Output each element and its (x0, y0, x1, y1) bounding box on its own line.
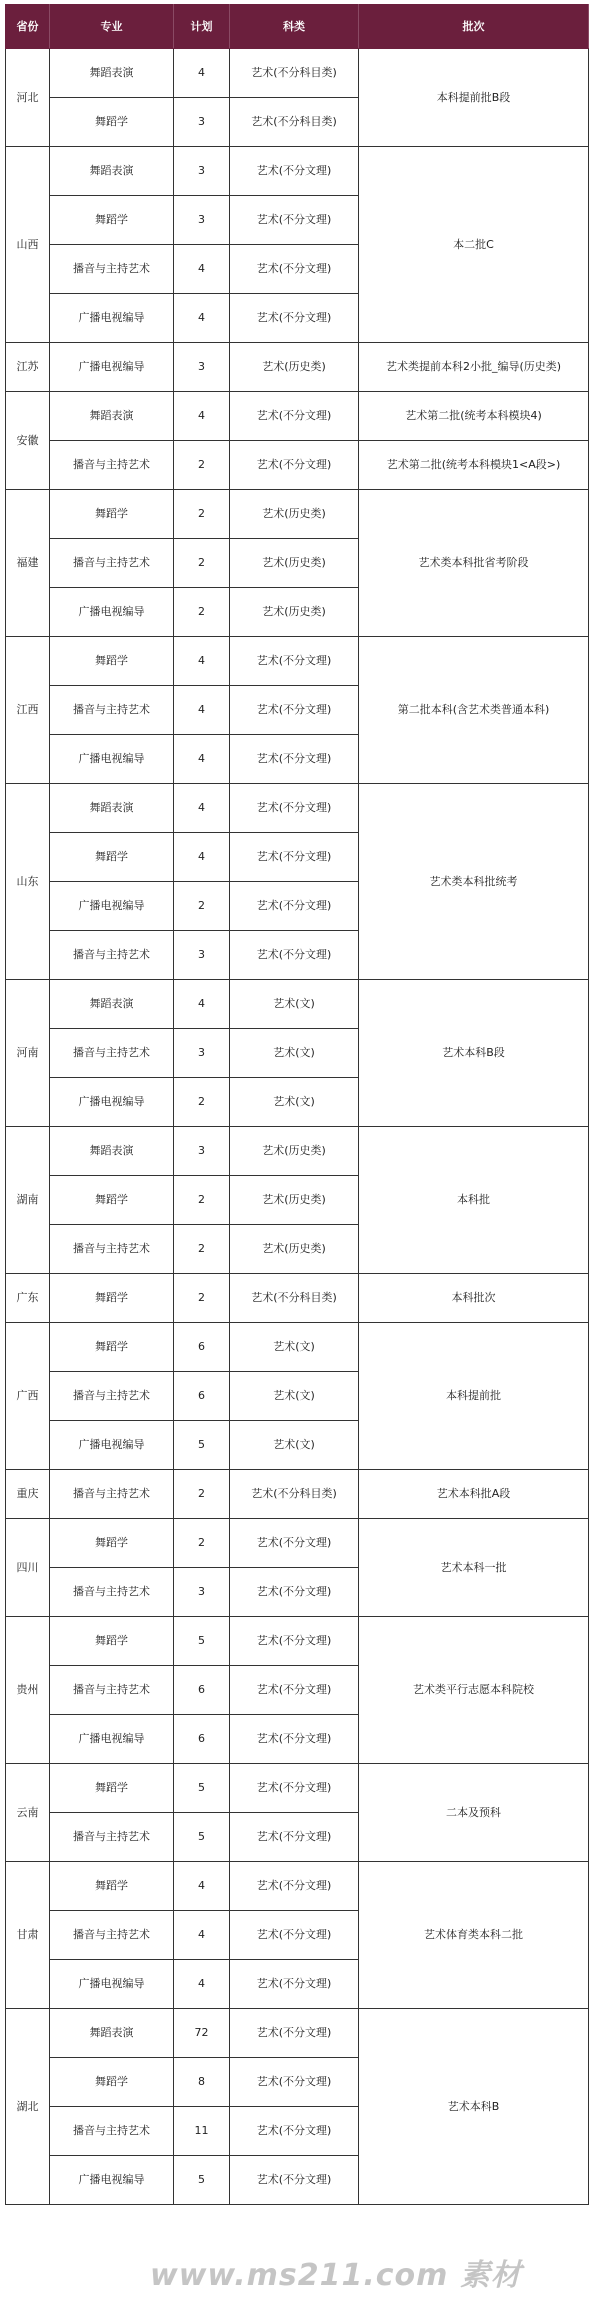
cell-major: 舞蹈表演 (50, 49, 174, 98)
cell-province: 湖南 (6, 1127, 50, 1274)
cell-plan: 72 (174, 2009, 230, 2058)
cell-major: 广播电视编导 (50, 2156, 174, 2205)
cell-batch: 艺术类本科批统考 (359, 784, 589, 980)
cell-plan: 2 (174, 1470, 230, 1519)
cell-category: 艺术(不分文理) (230, 441, 359, 490)
cell-category: 艺术(历史类) (230, 343, 359, 392)
cell-province: 湖北 (6, 2009, 50, 2205)
cell-major: 播音与主持艺术 (50, 686, 174, 735)
cell-plan: 2 (174, 588, 230, 637)
cell-category: 艺术(历史类) (230, 1225, 359, 1274)
cell-category: 艺术(文) (230, 1372, 359, 1421)
cell-major: 舞蹈学 (50, 98, 174, 147)
cell-batch: 艺术类平行志愿本科院校 (359, 1617, 589, 1764)
cell-plan: 4 (174, 1862, 230, 1911)
cell-category: 艺术(历史类) (230, 1176, 359, 1225)
cell-province: 广东 (6, 1274, 50, 1323)
cell-category: 艺术(不分文理) (230, 1715, 359, 1764)
cell-plan: 8 (174, 2058, 230, 2107)
cell-plan: 4 (174, 784, 230, 833)
cell-batch: 本科提前批B段 (359, 49, 589, 147)
cell-major: 舞蹈学 (50, 1176, 174, 1225)
cell-plan: 5 (174, 2156, 230, 2205)
table-row (6, 490, 589, 539)
cell-category: 艺术(文) (230, 1323, 359, 1372)
cell-category: 艺术(不分文理) (230, 735, 359, 784)
cell-major: 广播电视编导 (50, 343, 174, 392)
cell-batch: 二本及预科 (359, 1764, 589, 1862)
cell-plan: 2 (174, 1078, 230, 1127)
cell-plan: 3 (174, 98, 230, 147)
admission-plan-table (5, 4, 589, 2205)
table-row (6, 637, 589, 686)
cell-batch: 艺术第二批(统考本科模块4) (359, 392, 589, 441)
cell-major: 播音与主持艺术 (50, 1470, 174, 1519)
cell-province: 四川 (6, 1519, 50, 1617)
cell-category: 艺术(不分文理) (230, 1862, 359, 1911)
cell-plan: 5 (174, 1813, 230, 1862)
cell-plan: 2 (174, 1176, 230, 1225)
header-category: 科类 (230, 5, 359, 49)
cell-plan: 4 (174, 686, 230, 735)
cell-plan: 4 (174, 49, 230, 98)
cell-major: 广播电视编导 (50, 1078, 174, 1127)
cell-plan: 3 (174, 1127, 230, 1176)
table-header (6, 5, 589, 49)
cell-category: 艺术(不分文理) (230, 147, 359, 196)
admission-plan-table-container (5, 4, 588, 2205)
cell-category: 艺术(不分文理) (230, 2009, 359, 2058)
cell-category: 艺术(不分文理) (230, 294, 359, 343)
cell-major: 舞蹈学 (50, 1862, 174, 1911)
cell-province: 河南 (6, 980, 50, 1127)
cell-province: 安徽 (6, 392, 50, 490)
cell-province: 山西 (6, 147, 50, 343)
cell-category: 艺术(不分文理) (230, 882, 359, 931)
cell-major: 舞蹈学 (50, 1519, 174, 1568)
watermark: www.ms211.com 素材 (150, 2258, 522, 2293)
cell-category: 艺术(不分文理) (230, 1960, 359, 2009)
cell-category: 艺术(不分文理) (230, 833, 359, 882)
cell-major: 舞蹈学 (50, 1274, 174, 1323)
cell-major: 舞蹈学 (50, 490, 174, 539)
cell-major: 舞蹈表演 (50, 980, 174, 1029)
cell-major: 舞蹈表演 (50, 147, 174, 196)
cell-category: 艺术(不分文理) (230, 2156, 359, 2205)
cell-category: 艺术(不分科目类) (230, 1274, 359, 1323)
cell-major: 舞蹈学 (50, 637, 174, 686)
cell-province: 广西 (6, 1323, 50, 1470)
cell-plan: 11 (174, 2107, 230, 2156)
cell-batch: 艺术第二批(统考本科模块1<A段>) (359, 441, 589, 490)
cell-plan: 4 (174, 392, 230, 441)
cell-major: 舞蹈表演 (50, 2009, 174, 2058)
cell-category: 艺术(不分文理) (230, 1519, 359, 1568)
cell-batch: 本科批次 (359, 1274, 589, 1323)
cell-plan: 3 (174, 1029, 230, 1078)
table-row (6, 1862, 589, 1911)
cell-category: 艺术(不分文理) (230, 2058, 359, 2107)
cell-plan: 5 (174, 1764, 230, 1813)
table-row (6, 49, 589, 98)
table-row (6, 147, 589, 196)
cell-plan: 4 (174, 735, 230, 784)
cell-category: 艺术(文) (230, 1029, 359, 1078)
cell-major: 播音与主持艺术 (50, 931, 174, 980)
cell-major: 舞蹈学 (50, 2058, 174, 2107)
cell-plan: 4 (174, 637, 230, 686)
header-province: 省份 (6, 5, 50, 49)
cell-province: 重庆 (6, 1470, 50, 1519)
cell-category: 艺术(历史类) (230, 588, 359, 637)
cell-plan: 2 (174, 441, 230, 490)
cell-category: 艺术(历史类) (230, 539, 359, 588)
cell-province: 江苏 (6, 343, 50, 392)
cell-category: 艺术(不分文理) (230, 931, 359, 980)
cell-province: 甘肃 (6, 1862, 50, 2009)
cell-province: 贵州 (6, 1617, 50, 1764)
cell-major: 广播电视编导 (50, 588, 174, 637)
cell-category: 艺术(不分文理) (230, 1813, 359, 1862)
table-row (6, 980, 589, 1029)
cell-province: 山东 (6, 784, 50, 980)
cell-plan: 2 (174, 1274, 230, 1323)
cell-major: 舞蹈学 (50, 1617, 174, 1666)
cell-major: 舞蹈表演 (50, 784, 174, 833)
cell-batch: 艺术类本科批省考阶段 (359, 490, 589, 637)
cell-category: 艺术(不分文理) (230, 1764, 359, 1813)
cell-plan: 3 (174, 931, 230, 980)
cell-major: 播音与主持艺术 (50, 1225, 174, 1274)
cell-major: 播音与主持艺术 (50, 441, 174, 490)
cell-province: 江西 (6, 637, 50, 784)
cell-major: 播音与主持艺术 (50, 1568, 174, 1617)
cell-batch: 艺术本科B段 (359, 980, 589, 1127)
cell-plan: 2 (174, 539, 230, 588)
cell-category: 艺术(不分科目类) (230, 1470, 359, 1519)
cell-plan: 4 (174, 833, 230, 882)
cell-major: 广播电视编导 (50, 735, 174, 784)
table-row (6, 1323, 589, 1372)
cell-batch: 艺术本科批A段 (359, 1470, 589, 1519)
cell-category: 艺术(不分文理) (230, 686, 359, 735)
cell-major: 广播电视编导 (50, 1421, 174, 1470)
cell-category: 艺术(不分文理) (230, 1617, 359, 1666)
cell-major: 播音与主持艺术 (50, 1029, 174, 1078)
cell-category: 艺术(不分文理) (230, 637, 359, 686)
header-plan: 计划 (174, 5, 230, 49)
table-row (6, 392, 589, 441)
cell-major: 播音与主持艺术 (50, 1666, 174, 1715)
cell-plan: 6 (174, 1372, 230, 1421)
cell-plan: 4 (174, 245, 230, 294)
cell-category: 艺术(文) (230, 980, 359, 1029)
cell-major: 广播电视编导 (50, 1960, 174, 2009)
cell-plan: 2 (174, 1519, 230, 1568)
cell-major: 舞蹈学 (50, 1764, 174, 1813)
cell-category: 艺术(不分文理) (230, 245, 359, 294)
cell-batch: 艺术体育类本科二批 (359, 1862, 589, 2009)
cell-plan: 6 (174, 1323, 230, 1372)
table-row (6, 2009, 589, 2058)
cell-major: 舞蹈表演 (50, 392, 174, 441)
cell-batch: 本二批C (359, 147, 589, 343)
cell-category: 艺术(不分文理) (230, 1568, 359, 1617)
cell-category: 艺术(不分文理) (230, 1911, 359, 1960)
cell-plan: 5 (174, 1421, 230, 1470)
table-row (6, 1617, 589, 1666)
cell-province: 河北 (6, 49, 50, 147)
cell-category: 艺术(不分文理) (230, 392, 359, 441)
cell-category: 艺术(不分文理) (230, 784, 359, 833)
cell-batch: 本科提前批 (359, 1323, 589, 1470)
table-row (6, 441, 589, 490)
table-row (6, 1764, 589, 1813)
cell-batch: 艺术类提前本科2小批_编导(历史类) (359, 343, 589, 392)
cell-major: 广播电视编导 (50, 882, 174, 931)
cell-plan: 2 (174, 490, 230, 539)
cell-major: 播音与主持艺术 (50, 539, 174, 588)
cell-category: 艺术(不分文理) (230, 196, 359, 245)
header-batch: 批次 (359, 5, 589, 49)
cell-major: 播音与主持艺术 (50, 245, 174, 294)
cell-plan: 5 (174, 1617, 230, 1666)
cell-plan: 4 (174, 1960, 230, 2009)
table-row (6, 784, 589, 833)
cell-plan: 4 (174, 1911, 230, 1960)
cell-major: 播音与主持艺术 (50, 1813, 174, 1862)
cell-plan: 3 (174, 196, 230, 245)
cell-major: 播音与主持艺术 (50, 1911, 174, 1960)
cell-major: 舞蹈学 (50, 833, 174, 882)
cell-plan: 3 (174, 1568, 230, 1617)
cell-province: 云南 (6, 1764, 50, 1862)
cell-plan: 3 (174, 147, 230, 196)
table-row (6, 1274, 589, 1323)
cell-plan: 4 (174, 294, 230, 343)
cell-category: 艺术(文) (230, 1078, 359, 1127)
cell-plan: 2 (174, 882, 230, 931)
table-row (6, 1127, 589, 1176)
cell-category: 艺术(不分文理) (230, 1666, 359, 1715)
cell-plan: 3 (174, 343, 230, 392)
table-body (6, 49, 589, 2205)
cell-category: 艺术(历史类) (230, 490, 359, 539)
cell-plan: 6 (174, 1715, 230, 1764)
cell-batch: 第二批本科(含艺术类普通本科) (359, 637, 589, 784)
header-major: 专业 (50, 5, 174, 49)
cell-category: 艺术(文) (230, 1421, 359, 1470)
cell-category: 艺术(不分科目类) (230, 49, 359, 98)
table-row (6, 1519, 589, 1568)
table-row (6, 1470, 589, 1519)
cell-batch: 本科批 (359, 1127, 589, 1274)
cell-major: 广播电视编导 (50, 1715, 174, 1764)
cell-province: 福建 (6, 490, 50, 637)
header-row (6, 5, 589, 49)
cell-batch: 艺术本科B (359, 2009, 589, 2205)
cell-plan: 6 (174, 1666, 230, 1715)
cell-major: 舞蹈学 (50, 196, 174, 245)
cell-category: 艺术(不分科目类) (230, 98, 359, 147)
table-row (6, 343, 589, 392)
cell-major: 舞蹈表演 (50, 1127, 174, 1176)
cell-plan: 2 (174, 1225, 230, 1274)
cell-batch: 艺术本科一批 (359, 1519, 589, 1617)
cell-major: 广播电视编导 (50, 294, 174, 343)
cell-major: 播音与主持艺术 (50, 1372, 174, 1421)
cell-major: 播音与主持艺术 (50, 2107, 174, 2156)
cell-plan: 4 (174, 980, 230, 1029)
cell-category: 艺术(不分文理) (230, 2107, 359, 2156)
cell-category: 艺术(历史类) (230, 1127, 359, 1176)
cell-major: 舞蹈学 (50, 1323, 174, 1372)
